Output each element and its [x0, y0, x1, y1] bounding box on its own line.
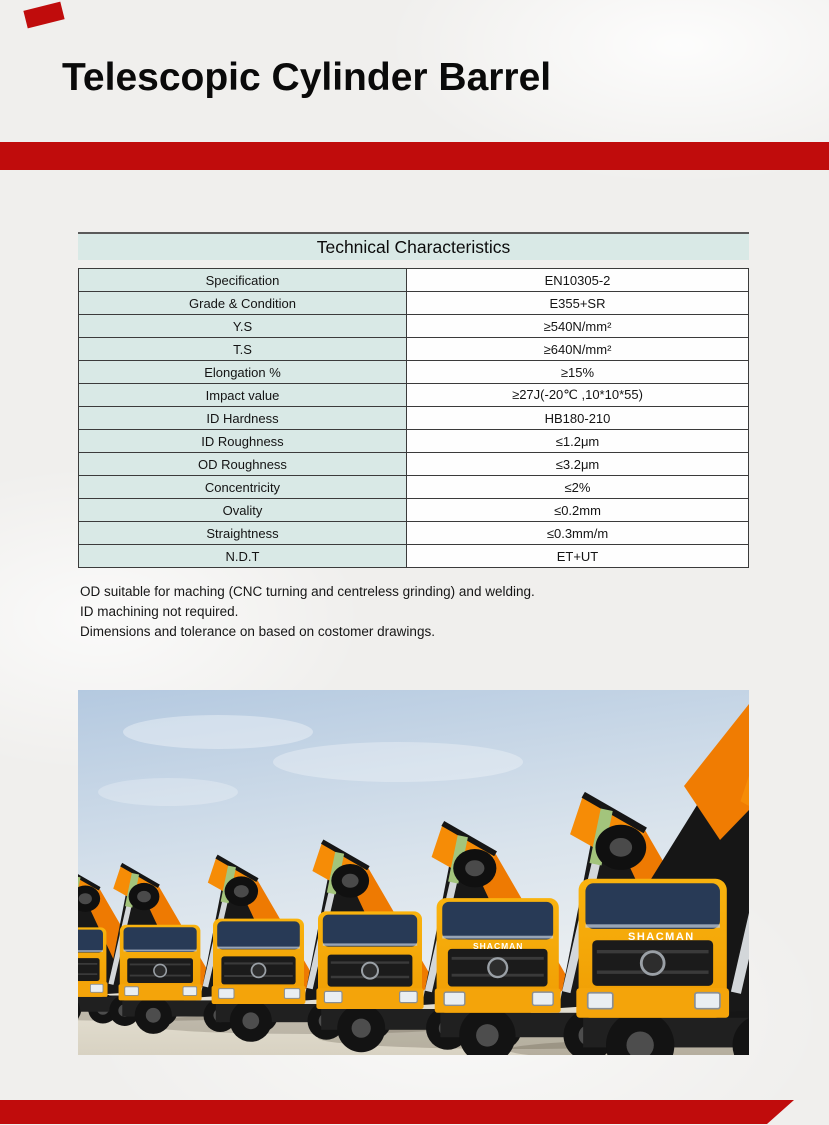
row-straightness — [79, 522, 749, 545]
row-ndt — [79, 545, 749, 568]
truck-brand-text: SHACMAN — [473, 941, 524, 951]
row-concentricity — [79, 476, 749, 499]
row-od-roughness — [79, 453, 749, 476]
notes-block — [80, 582, 740, 642]
row-label: T.S — [79, 338, 407, 361]
technical-characteristics-table — [78, 268, 749, 568]
row-specification — [79, 269, 749, 292]
row-value: EN10305-2 — [407, 269, 749, 292]
row-id-hardness — [79, 407, 749, 430]
page-title: Telescopic Cylinder Barrel — [62, 56, 552, 99]
top-red-divider — [0, 142, 829, 170]
row-value: ≤1.2μm — [407, 430, 749, 453]
row-value: ≥15% — [407, 361, 749, 384]
row-label: Concentricity — [79, 476, 407, 499]
row-value: ≤0.3mm/m — [407, 522, 749, 545]
row-label: Elongation % — [79, 361, 407, 384]
row-label: OD Roughness — [79, 453, 407, 476]
corner-red-mark — [23, 2, 64, 29]
dump-trucks-photo — [78, 690, 749, 1055]
note-line-id: ID machining not required. — [80, 604, 239, 619]
row-ovality — [79, 499, 749, 522]
technical-characteristics-block — [78, 232, 749, 568]
row-value: E355+SR — [407, 292, 749, 315]
row-label: ID Hardness — [79, 407, 407, 430]
row-impact-value — [79, 384, 749, 407]
row-value: ≥27J(-20℃ ,10*10*55) — [407, 384, 749, 407]
note-line-dimensions: Dimensions and tolerance on based on costomer drawings. — [80, 624, 435, 639]
row-yield-strength — [79, 315, 749, 338]
row-grade-condition — [79, 292, 749, 315]
row-value: ≥540N/mm² — [407, 315, 749, 338]
table-title: Technical Characteristics — [78, 232, 749, 260]
row-tensile-strength — [79, 338, 749, 361]
row-label: N.D.T — [79, 545, 407, 568]
row-value: ≤3.2μm — [407, 453, 749, 476]
row-label: Specification — [79, 269, 407, 292]
row-label: Ovality — [79, 499, 407, 522]
bottom-red-ribbon — [0, 1100, 794, 1124]
row-id-roughness — [79, 430, 749, 453]
row-label: Y.S — [79, 315, 407, 338]
row-value: ≤2% — [407, 476, 749, 499]
row-label: Grade & Condition — [79, 292, 407, 315]
row-label: ID Roughness — [79, 430, 407, 453]
row-label: Straightness — [79, 522, 407, 545]
row-value: ≤0.2mm — [407, 499, 749, 522]
truck-brand-text: SHACMAN — [628, 931, 695, 943]
row-elongation — [79, 361, 749, 384]
note-line-od: OD suitable for maching (CNC turning and centreless grinding) and welding. — [80, 584, 535, 599]
row-value: ≥640N/mm² — [407, 338, 749, 361]
row-value: HB180-210 — [407, 407, 749, 430]
row-label: Impact value — [79, 384, 407, 407]
row-value: ET+UT — [407, 545, 749, 568]
